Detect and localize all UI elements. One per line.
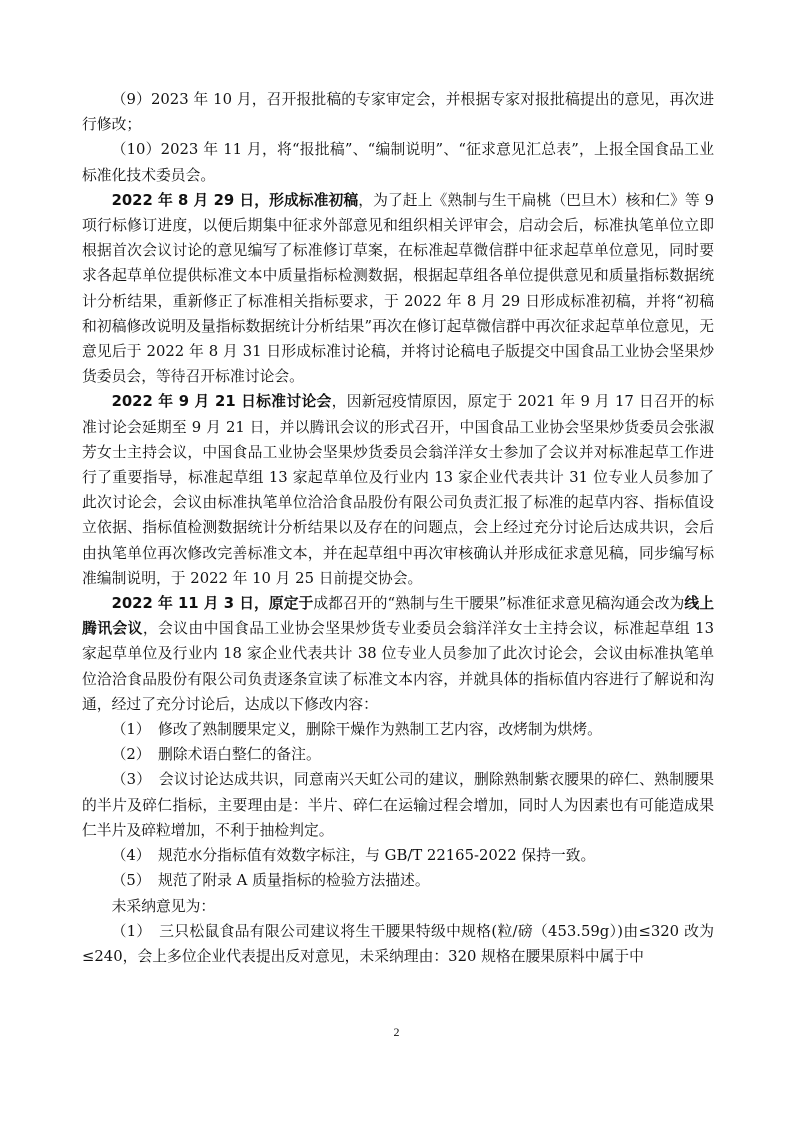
list-item-3: （3） 会议讨论达成共识，同意南兴天虹公司的建议，删除熟制紫衣腰果的碎仁、熟制腰果的半片及碎仁指标，主要理由是：半片、碎仁在运输过程会增加，同时人为因素也有可能造成果仁半片及碎粒增加，不利于抽检判定。 xyxy=(82,771,714,839)
list-item-2: （2） 删除术语白整仁的备注。 xyxy=(111,746,321,764)
paragraph-online-meeting xyxy=(82,591,714,717)
list-item-4: （4） 规范水分指标值有效数字标注，与 GB/T 22165-2022 保持一致。 xyxy=(111,847,596,865)
text-online-meeting-2: ，会议由中国食品工业协会坚果炒货专业委员会翁洋洋女士主持会议，标准起草组 13 家起草单位及行业内 18 家企业代表共计 38 位专业人员参加了此次讨论会，会议由标准执笔单位洽洽食品股份有限公司负责逐条宣读了标准文本内容，并就具体的指标值内容进行了解说和沟通，经过了充分讨论后，达成以下修改内容： xyxy=(82,620,714,713)
paragraph-step-9: （9）2023 年 10 月，召开报批稿的专家审定会，并根据专家对报批稿提出的意见，再次进行修改； xyxy=(82,91,714,134)
paragraph-initial-draft xyxy=(82,188,714,390)
heading-initial-draft: 2022 年 8 月 29 日，形成标准初稿 xyxy=(111,191,359,209)
heading-online-meeting-format: 线上腾讯会议 xyxy=(82,595,714,638)
text-initial-draft: ，为了赶上《熟制与生干扁桃（巴旦木）核和仁》等 9 项行标修订进度，以便后期集中征求外部意见和组织相关评审会，启动会后，标准执笔单位立即根据首次会议讨论的意见编写了标准修订草案，在标准起草微信群中征求起草单位意见，同时要求各起草单位提供标准文本中质量指标检测数据，根据起草组各单位提供意见和质量指标数据统计分析结果，重新修正了标准相关指标要求，于 2022 年 8 月 29 日形成标准初稿，并将“初稿和初稿修改说明及量指标数据统计分析结果”再次在修订起草微信群中再次征求起草单位意见，无意见后于 2022 年 8 月 31 日形成标准讨论稿，并将讨论稿电子版提交中国食品工业协会坚果炒货委员会，等待召开标准讨论会。 xyxy=(82,191,715,386)
paragraph-step-10: （10）2023 年 11 月，将“报批稿”、“编制说明”、“征求意见汇总表”，上报全国食品工业标准化技术委员会。 xyxy=(82,141,714,184)
paragraph-rejected-heading: 未采纳意见为： xyxy=(111,897,216,915)
paragraph-discussion-meeting xyxy=(82,389,714,591)
text-discussion-meeting: ，因新冠疫情原因，原定于 2021 年 9 月 17 日召开的标准讨论会延期至 9 月 21 日，并以腾讯会议的形式召开，中国食品工业协会坚果炒货委员会张淑芳女士主持会议，中国食品工业协会坚果炒货委员会翁洋洋女士参加了会议并对标准起草工作进行了重要指导，标准起草组 13 家起草单位及行业内 13 家企业代表共计 31 位专业人员参加了此次讨论会，会议由标准执笔单位洽洽食品股份有限公司负责汇报了标准的起草内容、指标值设立依据、指标值检测数据统计分析结果以及存在的问题点，会上经过充分讨论后达成共识，会后由执笔单位再次修改完善标准文本，并在起草组中再次审核确认并形成征求意见稿，同步编写标准编制说明，于 2022 年 10 月 25 日前提交协会。 xyxy=(82,393,714,587)
heading-online-meeting-date: 2022 年 11 月 3 日，原定于 xyxy=(111,595,314,613)
page-number: 2 xyxy=(393,1025,400,1039)
list-item-5: （5） 规范了附录 A 质量指标的检验方法描述。 xyxy=(111,872,430,890)
text-online-meeting-1: 成都召开的“熟制与生干腰果”标准征求意见稿沟通会改为 xyxy=(313,595,685,613)
list-item-rejected-1: （1） 三只松鼠食品有限公司建议将生干腰果特级中规格(粒/磅（453.59g）)由≤320 改为≤240，会上多位企业代表提出反对意见，未采纳理由：320 规格在腰果原料中属于中 xyxy=(82,922,714,965)
list-item-1: （1） 修改了熟制腰果定义，删除干燥作为熟制工艺内容，改烤制为烘烤。 xyxy=(111,721,602,739)
document-page xyxy=(82,87,714,969)
heading-discussion-meeting: 2022 年 9 月 21 日标准讨论会 xyxy=(111,393,332,411)
